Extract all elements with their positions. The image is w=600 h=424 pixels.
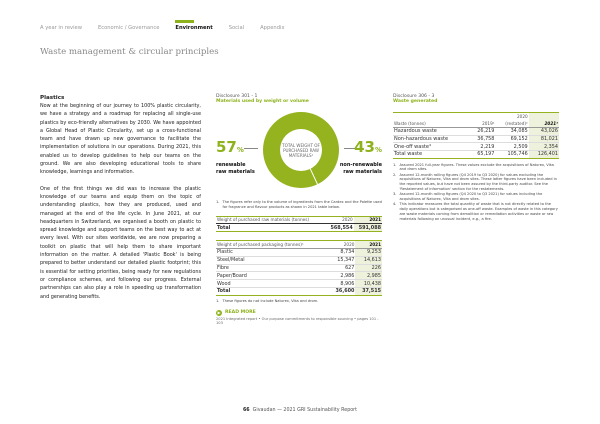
- footnote: 1. The figures refer only to the volume of ingredients from the Cardex and the Palette used for fragrance and flavour products as shown in 2021 table below.: [216, 200, 382, 209]
- waste-disclosure: [393, 94, 559, 222]
- disclosure-label: Disclosure 301 - 1: [216, 94, 258, 99]
- table-row: One-off waste⁴ 2,219 2,509 2,354: [394, 143, 558, 150]
- packaging-table: [216, 240, 382, 296]
- page-footer: [0, 408, 600, 413]
- read-more-link[interactable]: ▶ READ MORE: [217, 309, 256, 316]
- column-header: Weight of purchased raw materials (tonnes): [217, 217, 310, 223]
- nav-social[interactable]: Social: [228, 25, 245, 31]
- nav-year-in-review[interactable]: A year in review: [40, 25, 82, 31]
- plastics-heading: Plastics: [40, 95, 65, 101]
- table-row: Wood 8,906 10,438: [217, 280, 381, 287]
- disclosure-label: Disclosure 306 - 3: [393, 94, 435, 99]
- table-row: Non-hazardous waste 36,758 69,152 81,021: [394, 136, 558, 143]
- connector-line: [244, 148, 258, 149]
- plastics-paragraph-2: One of the first things we did was to increase the plastic knowledge of our teams and equip them on the topic of understanding plastics, how they are produced, used and managed at the end of the life cycle. In June 2021, at our headquarters in Switzerland, we organised a booth on plastic to spread knowledge and support teams on the best way to act at every level. With our sites worldwide, we are now preparing a toolkit on plastic that will help them to share important information on the matter. A detailed 'Plastic Book' is being prepared to better understand our detailed plastic footprint; this is essential for setting priorities, being ready for new regulations or compliance schemes, and following our progress. External partnerships can also play a role in speeding up transformation and generating benefits.: [40, 185, 201, 300]
- footnotes: [393, 163, 559, 222]
- table-row: Fibre 627 226: [217, 264, 381, 271]
- table-row: Total 568,554 591,088: [217, 224, 381, 231]
- renewable-percent: 57%: [216, 138, 244, 156]
- arrow-right-icon: ▶: [217, 309, 221, 315]
- column-header: 2020: [343, 242, 355, 248]
- page-title: Waste management & circular principles: [40, 47, 219, 57]
- column-header: (restated)²: [505, 121, 528, 127]
- footnote: 4. This indicator measures the total quantity of waste that is not directly related to the daily operations but is categorised as one-off waste. Examples of waste in this category are waste materials coming from demolition or remediation activities or waste or raw materials following an unusual incident, e.g., a fire.: [393, 202, 558, 221]
- column-header: 2020: [517, 114, 528, 120]
- footer-text: Givaudan — 2021 GRI Sustainability Report: [252, 408, 358, 413]
- table-row: Steel/Metal 15,347 14,613: [217, 257, 381, 264]
- read-more-reference: 2021 Integrated report • Our purpose commitments to responsible sourcing • pages 101 - 103: [216, 316, 379, 326]
- nav-environment[interactable]: Environment: [175, 25, 213, 31]
- table-row: Paper/Board 2,986 2,985: [217, 272, 381, 279]
- footnote: 1. Assured 2021 full-year figures. These values exclude the acquisitions of Naturex, Vika and drom sites.: [393, 162, 554, 172]
- column-header: 2020: [342, 217, 353, 223]
- column-header: 2021³: [529, 120, 559, 128]
- column-header: Weight of purchased packaging (tonnes)¹: [217, 242, 304, 248]
- raw-materials-table: [216, 216, 382, 233]
- materials-donut-chart: [216, 108, 382, 196]
- page-number: 66: [242, 408, 250, 413]
- donut-ring: [263, 112, 339, 188]
- table-row: Total waste 65,197 105,746 126,401: [394, 151, 558, 158]
- waste-table: [393, 112, 559, 159]
- renewable-label: renewable raw materials: [216, 162, 255, 175]
- materials-disclosure: [216, 94, 382, 326]
- nav-economic-governance[interactable]: Economic / Governance: [97, 25, 160, 31]
- nav-appendix[interactable]: Appendix: [260, 25, 285, 31]
- table-row: Total 36,600 37,515: [217, 288, 381, 295]
- donut-center-label: TOTAL WEIGHT OF PURCHASED RAW MATERIALS¹: [280, 129, 322, 171]
- footnote: 1. These figures do not include Naturex, Vika and drom.: [216, 298, 319, 303]
- disclosure-subtitle: Waste generated: [393, 99, 438, 104]
- column-header: 2019¹: [482, 121, 495, 127]
- non-renewable-percent: 43%: [354, 138, 382, 156]
- section-nav: [40, 25, 301, 31]
- table-row: Plastic 8,734 9,253: [217, 249, 381, 256]
- table-row: Hazardous waste 26,219 34,085 43,026: [394, 128, 558, 135]
- column-header: Waste (tonnes): [394, 121, 426, 127]
- non-renewable-label: non-renewable raw materials: [339, 162, 382, 175]
- column-header: 2021: [354, 216, 382, 224]
- plastics-paragraph-1: Now at the beginning of our journey to 100% plastic circularity, we have a strategy and a roadmap for replacing all single-use plastics by eco-friendly alternatives by 2030. We have appointed a Global Head of Plastic Circularity, set up a cross-functional team and have drawn up new governance to facilitate the implementation of solutions in our operations. During 2021, this enabled us to develop guidelines to help our teams on the ground. We are also developing educational tools to share knowledge, learnings and information.: [40, 103, 201, 176]
- footnote: 3. Assured 12-month rolling figures (Q4 2020 to Q3 2021) for values including the acquisitions of Naturex, Vika and drom sites.: [393, 192, 543, 202]
- footnote: 2. Assured 12-month rolling figures (Q4 2019 to Q3 2020) for values excluding the acquisitions of Naturex, Vika and drom sites. These latter figures have been included in the reported values, but have not been assured by the third-party auditor. See the 'Restatement of information' section for the restatements.: [393, 172, 557, 192]
- column-header: 2021: [355, 241, 382, 249]
- plastics-section: [40, 94, 201, 309]
- disclosure-subtitle: Materials used by weight or volume: [216, 99, 309, 104]
